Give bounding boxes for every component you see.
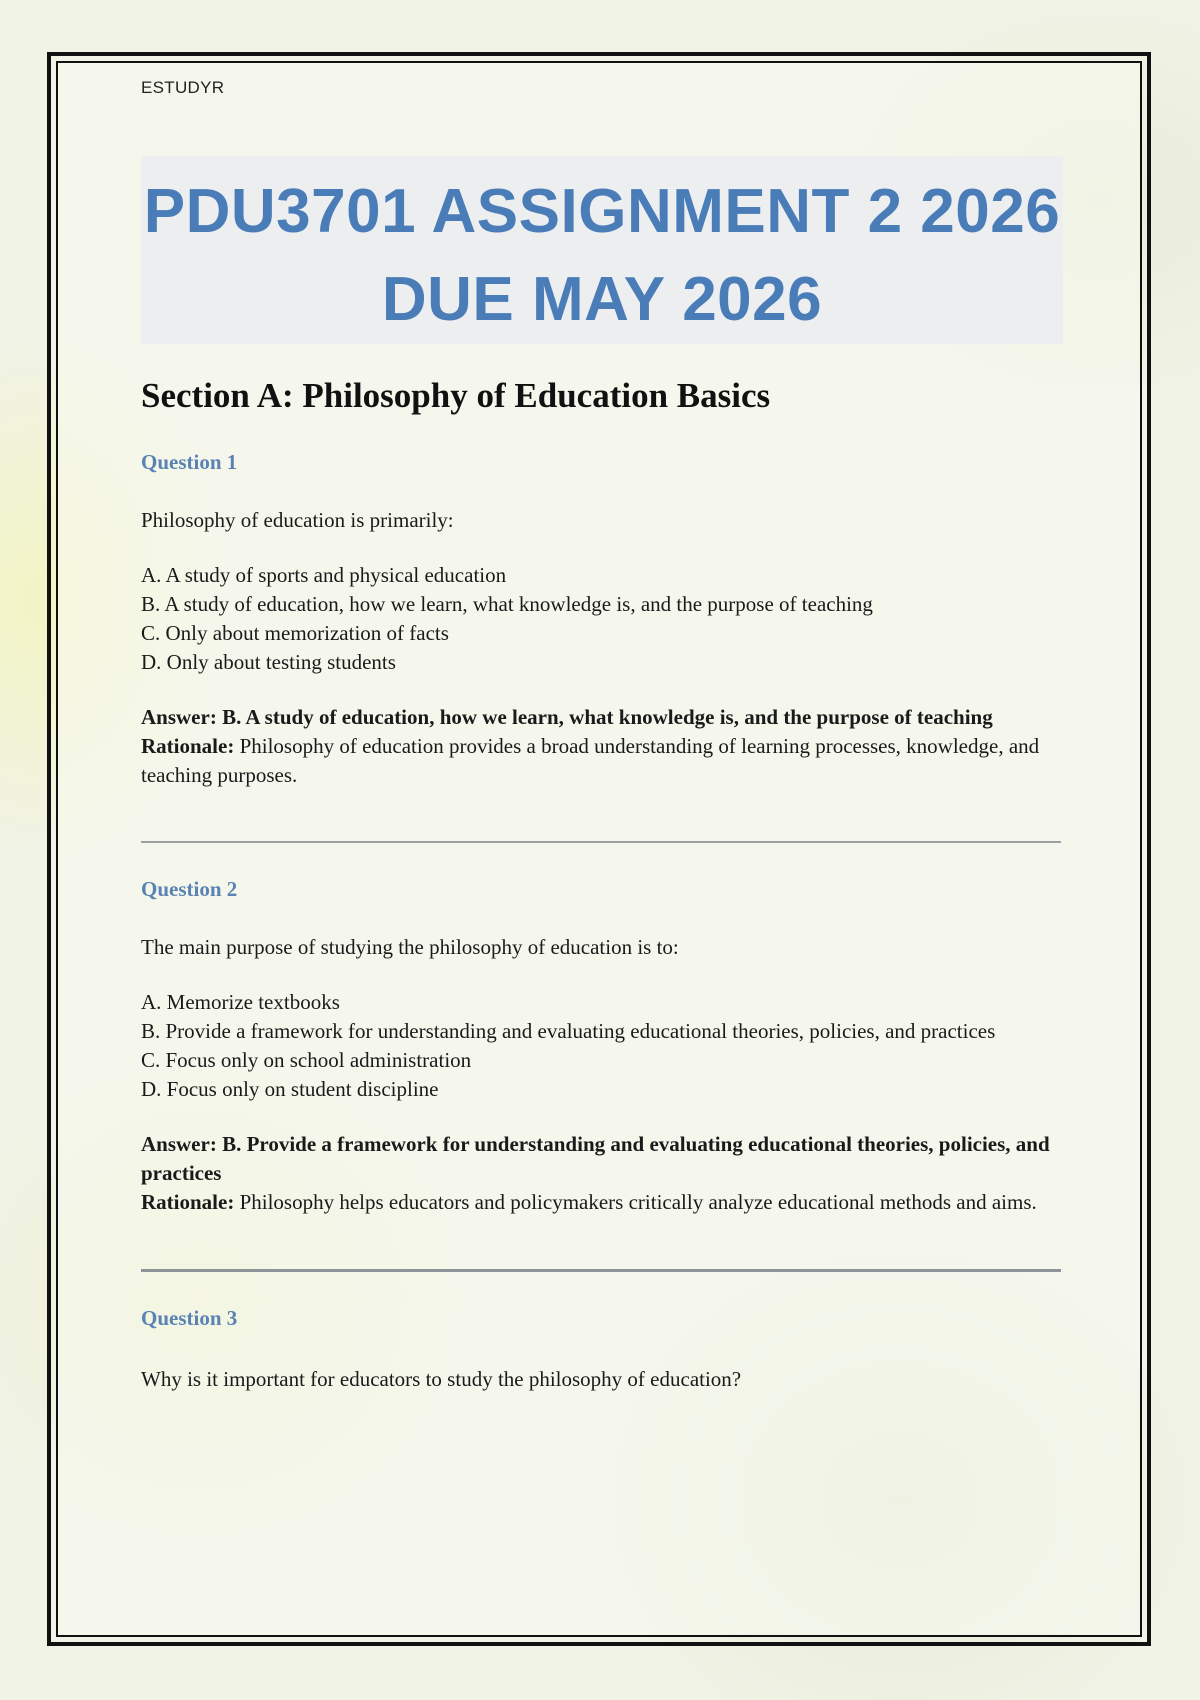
divider (141, 1269, 1061, 1272)
rationale-text (141, 732, 1061, 790)
document-content (141, 78, 1061, 1393)
question-label: Question 2 (141, 877, 238, 901)
divider (141, 841, 1061, 843)
question-text: Philosophy of education is primarily: (141, 508, 454, 532)
question-label: Question 1 (141, 450, 238, 474)
option-d: D. Only about testing students (141, 650, 396, 674)
option-c: C. Only about memorization of facts (141, 621, 449, 645)
answer-text: Answer: B. A study of education, how we learn, what knowledge is, and the purpose of teaching (141, 705, 993, 729)
option-a: A. Memorize textbooks (141, 990, 340, 1014)
rationale-body: Philosophy helps educators and policymakers critically analyze educational methods and aims. (239, 1190, 1037, 1214)
option-c: C. Focus only on school administration (141, 1048, 472, 1072)
rationale-body: Philosophy of education provides a broad understanding of learning processes, knowledge, and teaching purposes. (141, 734, 1040, 787)
question-block-2 (141, 875, 1061, 1217)
title-line-1: PDU3701 ASSIGNMENT 2 2026 (143, 177, 1061, 246)
rationale-label: Rationale: (141, 1190, 235, 1214)
question-block-3 (141, 1304, 1061, 1393)
section-heading: Section A: Philosophy of Education Basics (141, 376, 771, 415)
title-line-2: DUE MAY 2026 (381, 265, 823, 334)
option-d: D. Focus only on student discipline (141, 1077, 439, 1101)
option-list (141, 988, 1061, 1104)
brand-label: ESTUDYR (141, 78, 225, 97)
rationale-label: Rationale: (141, 734, 235, 758)
answer-text: Answer: B. Provide a framework for understanding and evaluating educational theories, policies, and practices (141, 1132, 1050, 1185)
question-text: Why is it important for educators to study the philosophy of education? (141, 1367, 742, 1391)
option-a: A. A study of sports and physical education (141, 563, 507, 587)
question-label: Question 3 (141, 1306, 238, 1330)
rationale-text (141, 1188, 1061, 1217)
question-text: The main purpose of studying the philosophy of education is to: (141, 935, 679, 959)
title-banner (141, 156, 1063, 344)
option-list (141, 561, 1061, 677)
option-b: B. Provide a framework for understanding and evaluating educational theories, policies, and practices (141, 1019, 996, 1043)
question-block-1 (141, 448, 1061, 790)
option-b: B. A study of education, how we learn, what knowledge is, and the purpose of teaching (141, 592, 873, 616)
